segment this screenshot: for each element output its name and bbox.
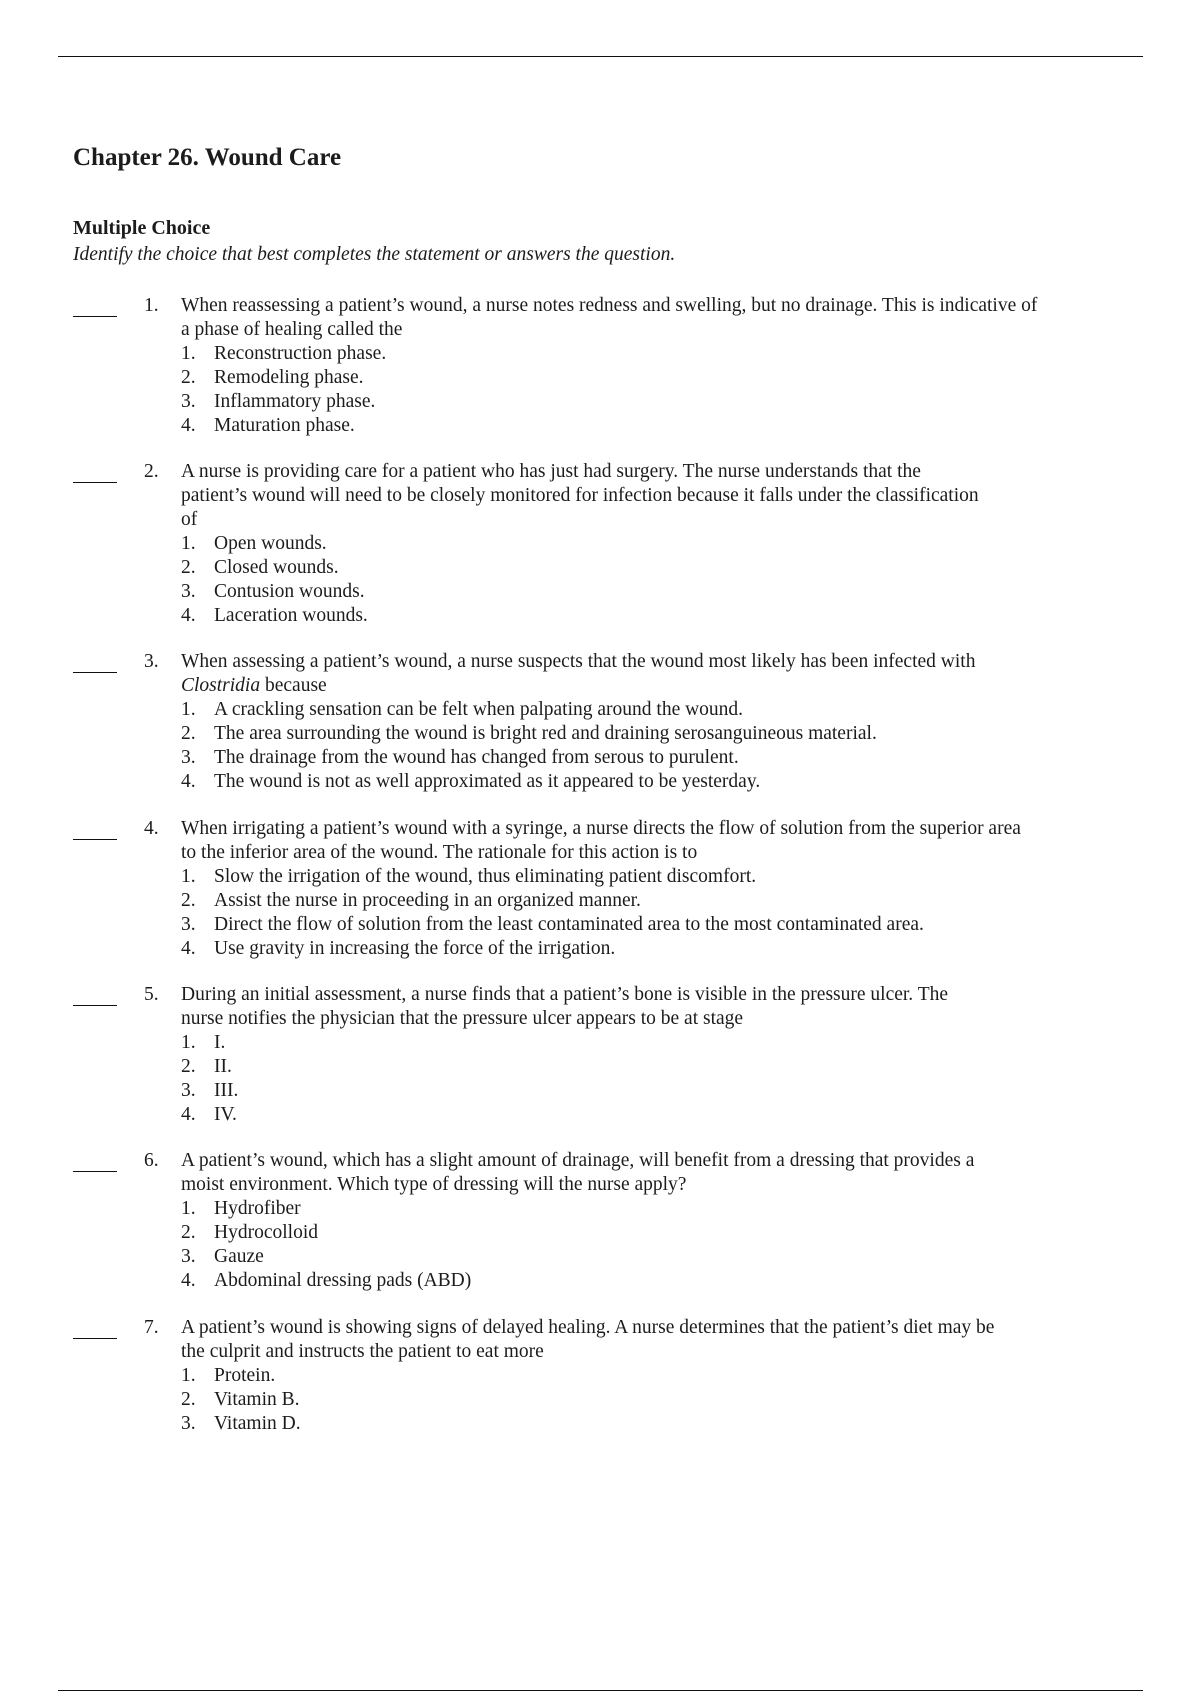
option-number: 4.: [181, 415, 196, 436]
chapter-title: Chapter 26. Wound Care: [73, 144, 342, 171]
option-text: Inflammatory phase.: [214, 391, 376, 412]
option-number: 1.: [181, 1365, 196, 1386]
option-text: I.: [214, 1032, 226, 1053]
answer-option[interactable]: [181, 889, 1161, 913]
option-text: Gauze: [214, 1246, 264, 1267]
option-text: Use gravity in increasing the force of the irrigation.: [214, 938, 616, 959]
answer-option[interactable]: [181, 1055, 1161, 1079]
option-text: Slow the irrigation of the wound, thus eliminating patient discomfort.: [214, 866, 757, 887]
option-number: 4.: [181, 605, 196, 626]
answer-option[interactable]: [181, 865, 1161, 889]
answer-blank[interactable]: [73, 672, 117, 673]
option-text: II.: [214, 1056, 232, 1077]
question-stem: patient’s wound will need to be closely monitored for infection because it falls under the classification: [181, 485, 979, 506]
option-number: 3.: [181, 391, 196, 412]
option-number: 2.: [181, 1222, 196, 1243]
stem-tail: because: [260, 675, 327, 696]
option-number: 1.: [181, 533, 196, 554]
answer-option[interactable]: [181, 604, 1161, 628]
answer-option[interactable]: [181, 580, 1161, 604]
question-stem: When reassessing a patient’s wound, a nurse notes redness and swelling, but no drainage. This is indicative of: [181, 295, 1038, 316]
option-number: 3.: [181, 1413, 196, 1434]
option-text: The drainage from the wound has changed from serous to purulent.: [214, 747, 739, 768]
answer-option[interactable]: [181, 1269, 1161, 1293]
answer-option[interactable]: [181, 1103, 1161, 1127]
question-stem: When irrigating a patient’s wound with a syringe, a nurse directs the flow of solution from the superior area: [181, 818, 1021, 839]
section-title: Multiple Choice: [73, 217, 211, 239]
option-text: Maturation phase.: [214, 415, 355, 436]
answer-option[interactable]: [181, 390, 1161, 414]
option-number: 2.: [181, 890, 196, 911]
question-stem: When assessing a patient’s wound, a nurse suspects that the wound most likely has been infected with: [181, 651, 976, 672]
option-text: Protein.: [214, 1365, 276, 1386]
option-number: 2.: [181, 557, 196, 578]
question-stem: A patient’s wound is showing signs of delayed healing. A nurse determines that the patient’s diet may be: [181, 1317, 995, 1338]
option-number: 3.: [181, 1080, 196, 1101]
answer-option[interactable]: [181, 1197, 1161, 1221]
answer-option[interactable]: [181, 1079, 1161, 1103]
answer-option[interactable]: [181, 342, 1161, 366]
option-number: 1.: [181, 1032, 196, 1053]
answer-option[interactable]: [181, 722, 1161, 746]
instructions: Identify the choice that best completes the statement or answers the question.: [73, 244, 676, 265]
option-text: Hydrofiber: [214, 1198, 301, 1219]
top-rule: [58, 56, 1143, 57]
option-number: 3.: [181, 914, 196, 935]
answer-blank[interactable]: [73, 1171, 117, 1172]
question-number: 1.: [144, 295, 159, 316]
question-number: 4.: [144, 818, 159, 839]
option-text: Closed wounds.: [214, 557, 339, 578]
answer-option[interactable]: [181, 1031, 1161, 1055]
answer-option[interactable]: [181, 937, 1161, 961]
option-text: A crackling sensation can be felt when palpating around the wound.: [214, 699, 744, 720]
bottom-rule: [58, 1690, 1143, 1691]
answer-blank[interactable]: [73, 839, 117, 840]
option-text: Abdominal dressing pads (ABD): [214, 1270, 472, 1291]
option-text: The wound is not as well approximated as it appeared to be yesterday.: [214, 771, 761, 792]
option-number: 2.: [181, 1056, 196, 1077]
option-number: 4.: [181, 1270, 196, 1291]
question-stem: of: [181, 509, 198, 530]
option-text: III.: [214, 1080, 239, 1101]
answer-option[interactable]: [181, 1364, 1161, 1388]
option-text: The area surrounding the wound is bright red and draining serosanguineous material.: [214, 723, 877, 744]
option-text: Laceration wounds.: [214, 605, 368, 626]
question-stem: the culprit and instructs the patient to eat more: [181, 1341, 544, 1362]
answer-blank[interactable]: [73, 316, 117, 317]
answer-blank[interactable]: [73, 1005, 117, 1006]
question-stem: During an initial assessment, a nurse finds that a patient’s bone is visible in the pressure ulcer. The: [181, 984, 949, 1005]
question-stem: A nurse is providing care for a patient who has just had surgery. The nurse understands that the: [181, 461, 921, 482]
answer-option[interactable]: [181, 770, 1161, 794]
option-text: Contusion wounds.: [214, 581, 365, 602]
option-number: 4.: [181, 938, 196, 959]
option-number: 1.: [181, 1198, 196, 1219]
option-number: 2.: [181, 723, 196, 744]
option-number: 2.: [181, 1389, 196, 1410]
question-number: 3.: [144, 651, 159, 672]
question-number: 7.: [144, 1317, 159, 1338]
option-number: 4.: [181, 771, 196, 792]
option-text: Vitamin B.: [214, 1389, 300, 1410]
option-number: 3.: [181, 747, 196, 768]
option-number: 2.: [181, 367, 196, 388]
answer-option[interactable]: [181, 366, 1161, 390]
question-number: 2.: [144, 461, 159, 482]
answer-blank[interactable]: [73, 482, 117, 483]
option-text: Open wounds.: [214, 533, 327, 554]
question-stem: A patient’s wound, which has a slight amount of drainage, will benefit from a dressing that provides a: [181, 1150, 975, 1171]
option-text: Reconstruction phase.: [214, 343, 387, 364]
question-stem-line-2: [181, 674, 1161, 698]
answer-option[interactable]: [181, 1412, 1161, 1436]
question-stem: to the inferior area of the wound. The rationale for this action is to: [181, 842, 698, 863]
option-text: Remodeling phase.: [214, 367, 364, 388]
answer-blank[interactable]: [73, 1338, 117, 1339]
question-stem: nurse notifies the physician that the pressure ulcer appears to be at stage: [181, 1008, 744, 1029]
answer-option[interactable]: [181, 698, 1161, 722]
answer-option[interactable]: [181, 1388, 1161, 1412]
answer-option[interactable]: [181, 414, 1161, 438]
option-number: 1.: [181, 866, 196, 887]
answer-option[interactable]: [181, 556, 1161, 580]
question-number: 5.: [144, 984, 159, 1005]
answer-option[interactable]: [181, 913, 1161, 937]
answer-option[interactable]: [181, 532, 1161, 556]
option-number: 3.: [181, 1246, 196, 1267]
answer-option[interactable]: [181, 1245, 1161, 1269]
option-number: 3.: [181, 581, 196, 602]
option-number: 1.: [181, 699, 196, 720]
question-stem: moist environment. Which type of dressing will the nurse apply?: [181, 1174, 687, 1195]
answer-option[interactable]: [181, 1221, 1161, 1245]
option-text: Hydrocolloid: [214, 1222, 318, 1243]
question-stem: a phase of healing called the: [181, 319, 403, 340]
option-text: IV.: [214, 1104, 237, 1125]
option-text: Direct the flow of solution from the least contaminated area to the most contaminated area.: [214, 914, 924, 935]
organism-name: Clostridia: [181, 675, 261, 696]
option-number: 1.: [181, 343, 196, 364]
option-text: Vitamin D.: [214, 1413, 301, 1434]
option-text: Assist the nurse in proceeding in an organized manner.: [214, 890, 641, 911]
question-number: 6.: [144, 1150, 159, 1171]
answer-option[interactable]: [181, 746, 1161, 770]
option-number: 4.: [181, 1104, 196, 1125]
